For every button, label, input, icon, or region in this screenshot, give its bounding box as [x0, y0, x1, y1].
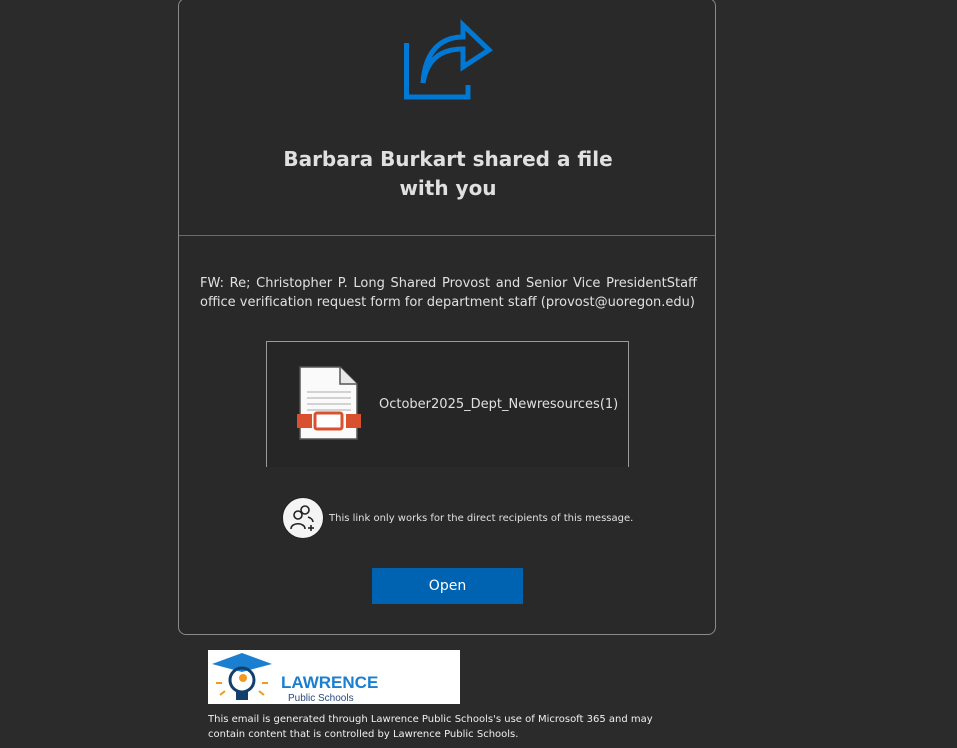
people-add-icon — [282, 497, 324, 539]
notice-text: This link only works for the direct recipients of this message. — [329, 512, 634, 524]
file-name[interactable]: October2025_Dept_Newresources(1) — [379, 397, 619, 412]
share-icon — [401, 19, 496, 104]
open-button[interactable]: Open — [372, 568, 523, 604]
file-attachment[interactable] — [266, 341, 629, 467]
share-title: Barbara Burkart shared a file with you — [283, 147, 613, 200]
lawrence-logo — [208, 650, 460, 704]
svg-text:Public Schools: Public Schools — [288, 693, 354, 704]
footer-disclaimer: This email is generated through Lawrence Public Schools's use of Microsoft 365 and may contain content that is controlled by Lawrence Public Schools. — [208, 714, 653, 740]
share-card — [178, 0, 716, 635]
recipient-notice — [282, 497, 633, 539]
svg-text:LAWRENCE: LAWRENCE — [281, 673, 379, 692]
presentation-file-icon — [297, 364, 361, 442]
share-header — [179, 0, 715, 236]
share-message: FW: Re; Christopher P. Long Shared Provost and Senior Vice PresidentStaff office verification request form for department staff (provost@uoregon.edu) — [200, 276, 697, 310]
